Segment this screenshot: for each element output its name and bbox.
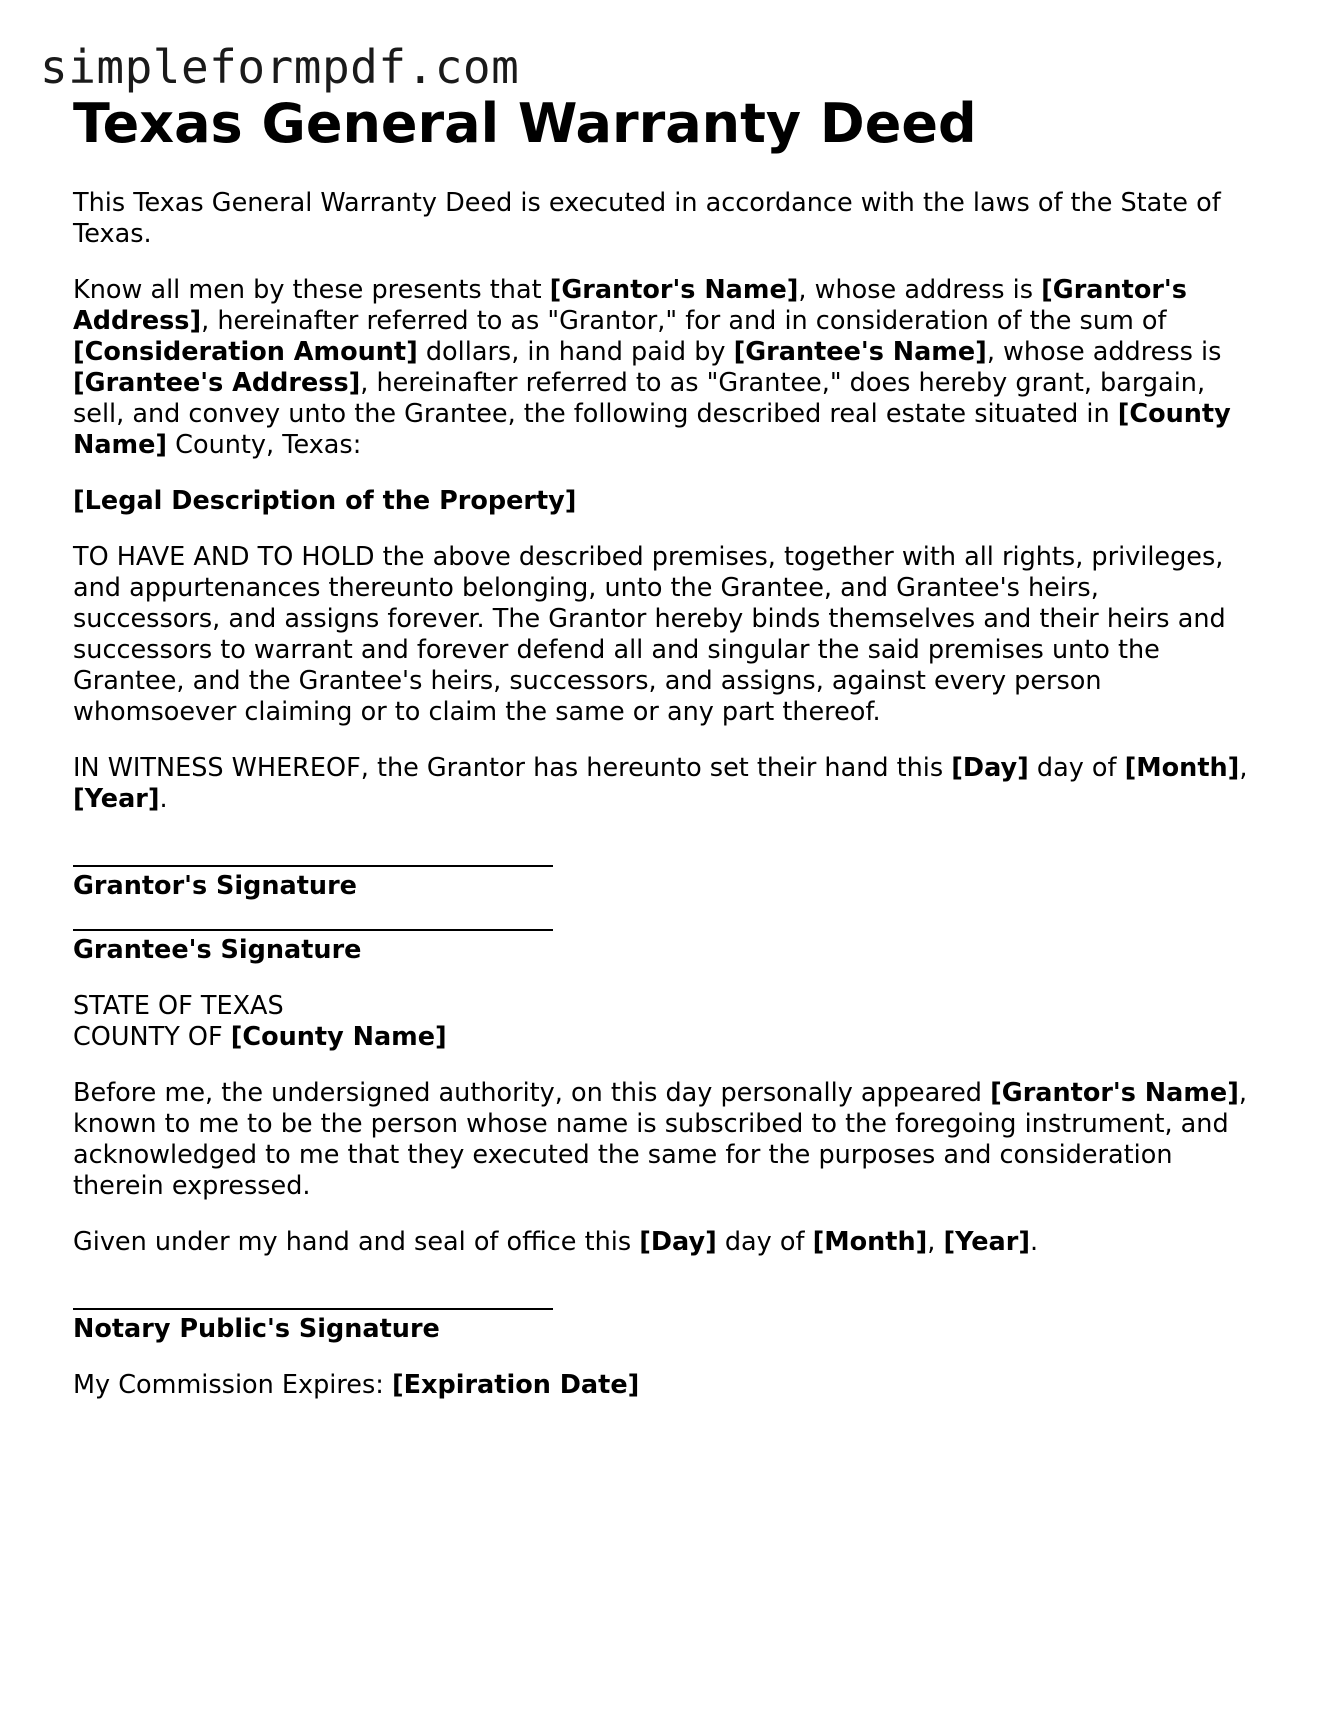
expiration-date-placeholder: [Expiration Date]: [391, 1370, 640, 1400]
habendum-paragraph: TO HAVE AND TO HOLD the above described premises, together with all rights, privileges, and appurtenances thereunto belonging, unto the Grantee, and Grantee's heirs, successors, and assigns forever. The Grantor hereby binds themselves and their heirs and successors to warrant and forever defend all and singular the said premises unto the Grantee, and the Grantee's heirs, successors, and assigns, against every person whomsoever claiming or to claim the same or any part thereof.: [73, 542, 1226, 727]
grantor-signature-label: Grantor's Signature: [73, 871, 357, 901]
county-placeholder: [County Name]: [73, 399, 1231, 460]
page-title: Texas General Warranty Deed: [73, 92, 977, 155]
venue-county: COUNTY OF [County Name]: [73, 1022, 447, 1052]
grantor-address-placeholder: [Grantor's Address]: [73, 275, 1187, 336]
grantee-signature-line[interactable]: [73, 927, 553, 931]
consideration-placeholder: [Consideration Amount]: [73, 337, 418, 367]
grantee-address-placeholder: [Grantee's Address]: [73, 368, 361, 398]
venue-block: [73, 991, 1253, 1053]
notary-signature-label: Notary Public's Signature: [73, 1314, 440, 1344]
watermark: simpleformpdf.com: [40, 40, 520, 94]
deed-document: [73, 92, 1253, 1426]
commission-line: My Commission Expires: [Expiration Date]: [73, 1370, 640, 1400]
notary-signature-line[interactable]: [73, 1306, 553, 1310]
legal-description: [Legal Description of the Property]: [73, 486, 577, 516]
witness-month-placeholder: [Month]: [1124, 753, 1240, 783]
acknowledgment-paragraph: Before me, the undersigned authority, on this day personally appeared [Grantor's Name], known to me to be the person whose name is subscribed to the foregoing instrument, and acknowledged to me that they executed the same for the purposes and consideration therein expressed.: [73, 1078, 1247, 1201]
given-paragraph: Given under my hand and seal of office this [Day] day of [Month], [Year].: [73, 1227, 1039, 1257]
grantor-signature-block: [73, 863, 1253, 902]
intro-paragraph: This Texas General Warranty Deed is executed in accordance with the laws of the State of Texas.: [73, 188, 1221, 249]
ack-grantor-name-placeholder: [Grantor's Name]: [990, 1078, 1239, 1108]
conveyance-paragraph: Know all men by these presents that [Grantor's Name], whose address is [Grantor's Address], hereinafter referred to as "Grantor," for and in consideration of the sum of [Consideration Amount] dollars, in hand paid by [Grantee's Name], whose address is [Grantee's Address], hereinafter referred to as "Grantee," does hereby grant, bargain, sell, and convey unto the Grantee, the following described real estate situated in [County Name] County, Texas:: [73, 275, 1231, 460]
venue-state: STATE OF TEXAS: [73, 991, 284, 1021]
grantee-signature-label: Grantee's Signature: [73, 935, 362, 965]
witness-paragraph: IN WITNESS WHEREOF, the Grantor has hereunto set their hand this [Day] day of [Month], [Year].: [73, 753, 1248, 814]
grantor-signature-line[interactable]: [73, 863, 553, 867]
given-month-placeholder: [Month]: [812, 1227, 928, 1257]
grantor-name-placeholder: [Grantor's Name]: [549, 275, 799, 305]
grantee-signature-block: [73, 927, 1253, 966]
given-day-placeholder: [Day]: [639, 1227, 717, 1257]
given-year-placeholder: [Year]: [943, 1227, 1030, 1257]
notary-signature-block: [73, 1306, 1253, 1345]
grantee-name-placeholder: [Grantee's Name]: [733, 337, 987, 367]
witness-day-placeholder: [Day]: [951, 753, 1029, 783]
witness-year-placeholder: [Year]: [73, 784, 160, 814]
